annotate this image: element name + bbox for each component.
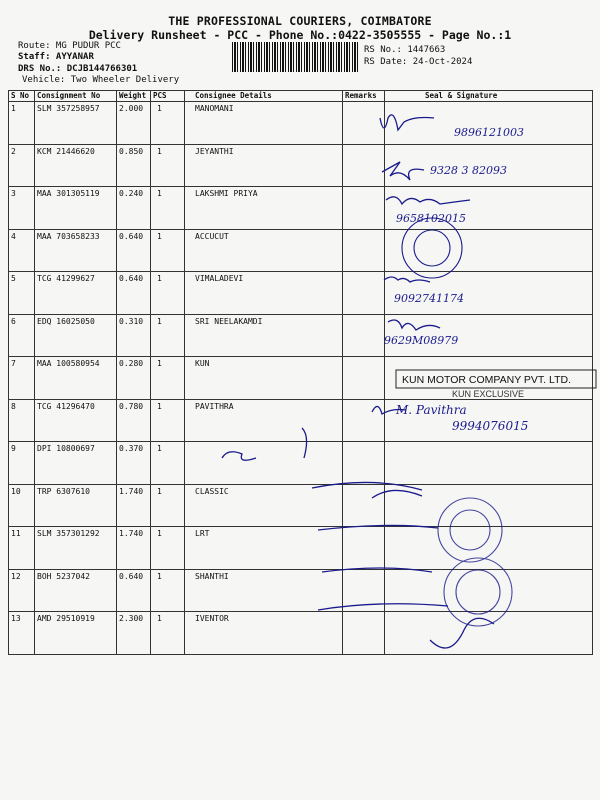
- cell-seal: [385, 612, 593, 655]
- cell-pcs: 1: [151, 612, 185, 655]
- col-seal: Seal & Signature: [385, 91, 593, 102]
- cell-weight: 1.740: [117, 527, 151, 570]
- route-info: Route: MG PUDUR PCC: [18, 41, 121, 51]
- table-row: [9, 357, 593, 400]
- cell-remarks: [343, 527, 385, 570]
- cell-consignment: TCG 41296470: [35, 399, 117, 442]
- table-row: [9, 102, 593, 145]
- cell-remarks: [343, 569, 385, 612]
- cell-consignment: MAA 100580954: [35, 357, 117, 400]
- cell-weight: 0.310: [117, 314, 151, 357]
- handwritten-row-6: 9629M08979: [384, 334, 459, 347]
- cell-sno: 7: [9, 357, 35, 400]
- col-consignment: Consignment No: [35, 91, 117, 102]
- cell-consignee: SHANTHI: [185, 569, 343, 612]
- barcode: [232, 42, 358, 72]
- cell-sno: 10: [9, 484, 35, 527]
- runsheet-table: [8, 90, 593, 655]
- cell-weight: 1.740: [117, 484, 151, 527]
- rs-date: RS Date: 24-Oct-2024: [364, 57, 473, 67]
- cell-remarks: [343, 314, 385, 357]
- cell-seal: [385, 569, 593, 612]
- cell-weight: 0.640: [117, 229, 151, 272]
- cell-consignee: VIMALADEVI: [185, 272, 343, 315]
- cell-remarks: [343, 442, 385, 485]
- cell-consignee: MANOMANI: [185, 102, 343, 145]
- cell-consignment: KCM 21446620: [35, 144, 117, 187]
- cell-weight: 2.000: [117, 102, 151, 145]
- table-row: [9, 187, 593, 230]
- stamp-line2: KUN EXCLUSIVE: [452, 389, 525, 399]
- table-row: [9, 527, 593, 570]
- table-row: [9, 569, 593, 612]
- cell-weight: 0.280: [117, 357, 151, 400]
- cell-seal: [385, 144, 593, 187]
- handwritten-row-8-name: M. Pavithra: [396, 403, 467, 417]
- drs-info: DRS No.: DCJB144766301: [18, 64, 138, 74]
- cell-weight: 0.780: [117, 399, 151, 442]
- cell-sno: 9: [9, 442, 35, 485]
- cell-consignment: BOH 5237042: [35, 569, 117, 612]
- cell-sno: 5: [9, 272, 35, 315]
- cell-pcs: 1: [151, 357, 185, 400]
- staff-info: Staff: AYYANAR: [18, 52, 94, 62]
- table-row: [9, 144, 593, 187]
- cell-consignment: EDQ 16025050: [35, 314, 117, 357]
- cell-consignment: MAA 703658233: [35, 229, 117, 272]
- col-consignee: Consignee Details: [185, 91, 343, 102]
- stamp-company: KUN MOTOR COMPANY PVT. LTD.: [402, 374, 571, 386]
- handwritten-row-8-phone: 9994076015: [452, 419, 529, 433]
- cell-consignment: TRP 6307610: [35, 484, 117, 527]
- cell-seal: [385, 399, 593, 442]
- cell-sno: 1: [9, 102, 35, 145]
- col-pcs: PCS: [151, 91, 185, 102]
- cell-sno: 11: [9, 527, 35, 570]
- cell-consignee: LAKSHMI PRIYA: [185, 187, 343, 230]
- handwritten-row-2: 9328 3 82093: [430, 164, 507, 177]
- cell-consignee: PAVITHRA: [185, 399, 343, 442]
- table-header-row: [9, 91, 593, 102]
- cell-weight: 0.640: [117, 569, 151, 612]
- cell-weight: 0.240: [117, 187, 151, 230]
- cell-seal: [385, 314, 593, 357]
- table-row: [9, 272, 593, 315]
- company-title: THE PROFESSIONAL COURIERS, COIMBATORE: [168, 14, 432, 28]
- cell-weight: 2.300: [117, 612, 151, 655]
- cell-seal: [385, 357, 593, 400]
- cell-sno: 3: [9, 187, 35, 230]
- cell-consignment: TCG 41299627: [35, 272, 117, 315]
- table-row: [9, 612, 593, 655]
- cell-remarks: [343, 612, 385, 655]
- runsheet-subtitle: Delivery Runsheet - PCC - Phone No.:0422-3505555 - Page No.:1: [88, 28, 512, 42]
- table-row: [9, 314, 593, 357]
- cell-consignee: SRI NEELAKAMDI: [185, 314, 343, 357]
- cell-seal: [385, 187, 593, 230]
- cell-pcs: 1: [151, 314, 185, 357]
- cell-pcs: 1: [151, 102, 185, 145]
- cell-remarks: [343, 272, 385, 315]
- cell-consignment: DPI 10800697: [35, 442, 117, 485]
- table-row: [9, 229, 593, 272]
- cell-pcs: 1: [151, 442, 185, 485]
- cell-consignee: IVENTOR: [185, 612, 343, 655]
- handwritten-row-1: 9896121003: [454, 126, 524, 139]
- table-row: [9, 399, 593, 442]
- cell-seal: [385, 102, 593, 145]
- cell-pcs: 1: [151, 484, 185, 527]
- cell-consignee: CLASSIC: [185, 484, 343, 527]
- cell-remarks: [343, 484, 385, 527]
- cell-consignee: KUN: [185, 357, 343, 400]
- cell-sno: 6: [9, 314, 35, 357]
- cell-sno: 13: [9, 612, 35, 655]
- cell-pcs: 1: [151, 272, 185, 315]
- cell-pcs: 1: [151, 569, 185, 612]
- cell-remarks: [343, 399, 385, 442]
- cell-consignee: ACCUCUT: [185, 229, 343, 272]
- handwritten-row-5: 9092741174: [394, 292, 464, 305]
- cell-consignee: [185, 442, 343, 485]
- cell-remarks: [343, 229, 385, 272]
- cell-consignment: MAA 301305119: [35, 187, 117, 230]
- cell-pcs: 1: [151, 229, 185, 272]
- table-row: [9, 484, 593, 527]
- cell-seal: [385, 527, 593, 570]
- cell-weight: 0.370: [117, 442, 151, 485]
- cell-seal: [385, 272, 593, 315]
- cell-sno: 8: [9, 399, 35, 442]
- cell-seal: [385, 229, 593, 272]
- cell-remarks: [343, 102, 385, 145]
- cell-pcs: 1: [151, 187, 185, 230]
- cell-pcs: 1: [151, 144, 185, 187]
- col-sno: S No: [9, 91, 35, 102]
- handwritten-row-3: 9658102015: [396, 212, 466, 225]
- cell-consignment: SLM 357258957: [35, 102, 117, 145]
- cell-pcs: 1: [151, 399, 185, 442]
- cell-remarks: [343, 187, 385, 230]
- col-weight: Weight: [117, 91, 151, 102]
- cell-pcs: 1: [151, 527, 185, 570]
- cell-consignee: JEYANTHI: [185, 144, 343, 187]
- col-remarks: Remarks: [343, 91, 385, 102]
- cell-sno: 4: [9, 229, 35, 272]
- cell-remarks: [343, 144, 385, 187]
- cell-sno: 2: [9, 144, 35, 187]
- cell-sno: 12: [9, 569, 35, 612]
- vehicle-info: Vehicle: Two Wheeler Delivery: [22, 75, 180, 85]
- rs-no: RS No.: 1447663: [364, 45, 446, 55]
- cell-consignee: LRT: [185, 527, 343, 570]
- cell-seal: [385, 442, 593, 485]
- cell-weight: 0.850: [117, 144, 151, 187]
- cell-seal: [385, 484, 593, 527]
- table-row: [9, 442, 593, 485]
- cell-weight: 0.640: [117, 272, 151, 315]
- cell-remarks: [343, 357, 385, 400]
- cell-consignment: AMD 29510919: [35, 612, 117, 655]
- cell-consignment: SLM 357301292: [35, 527, 117, 570]
